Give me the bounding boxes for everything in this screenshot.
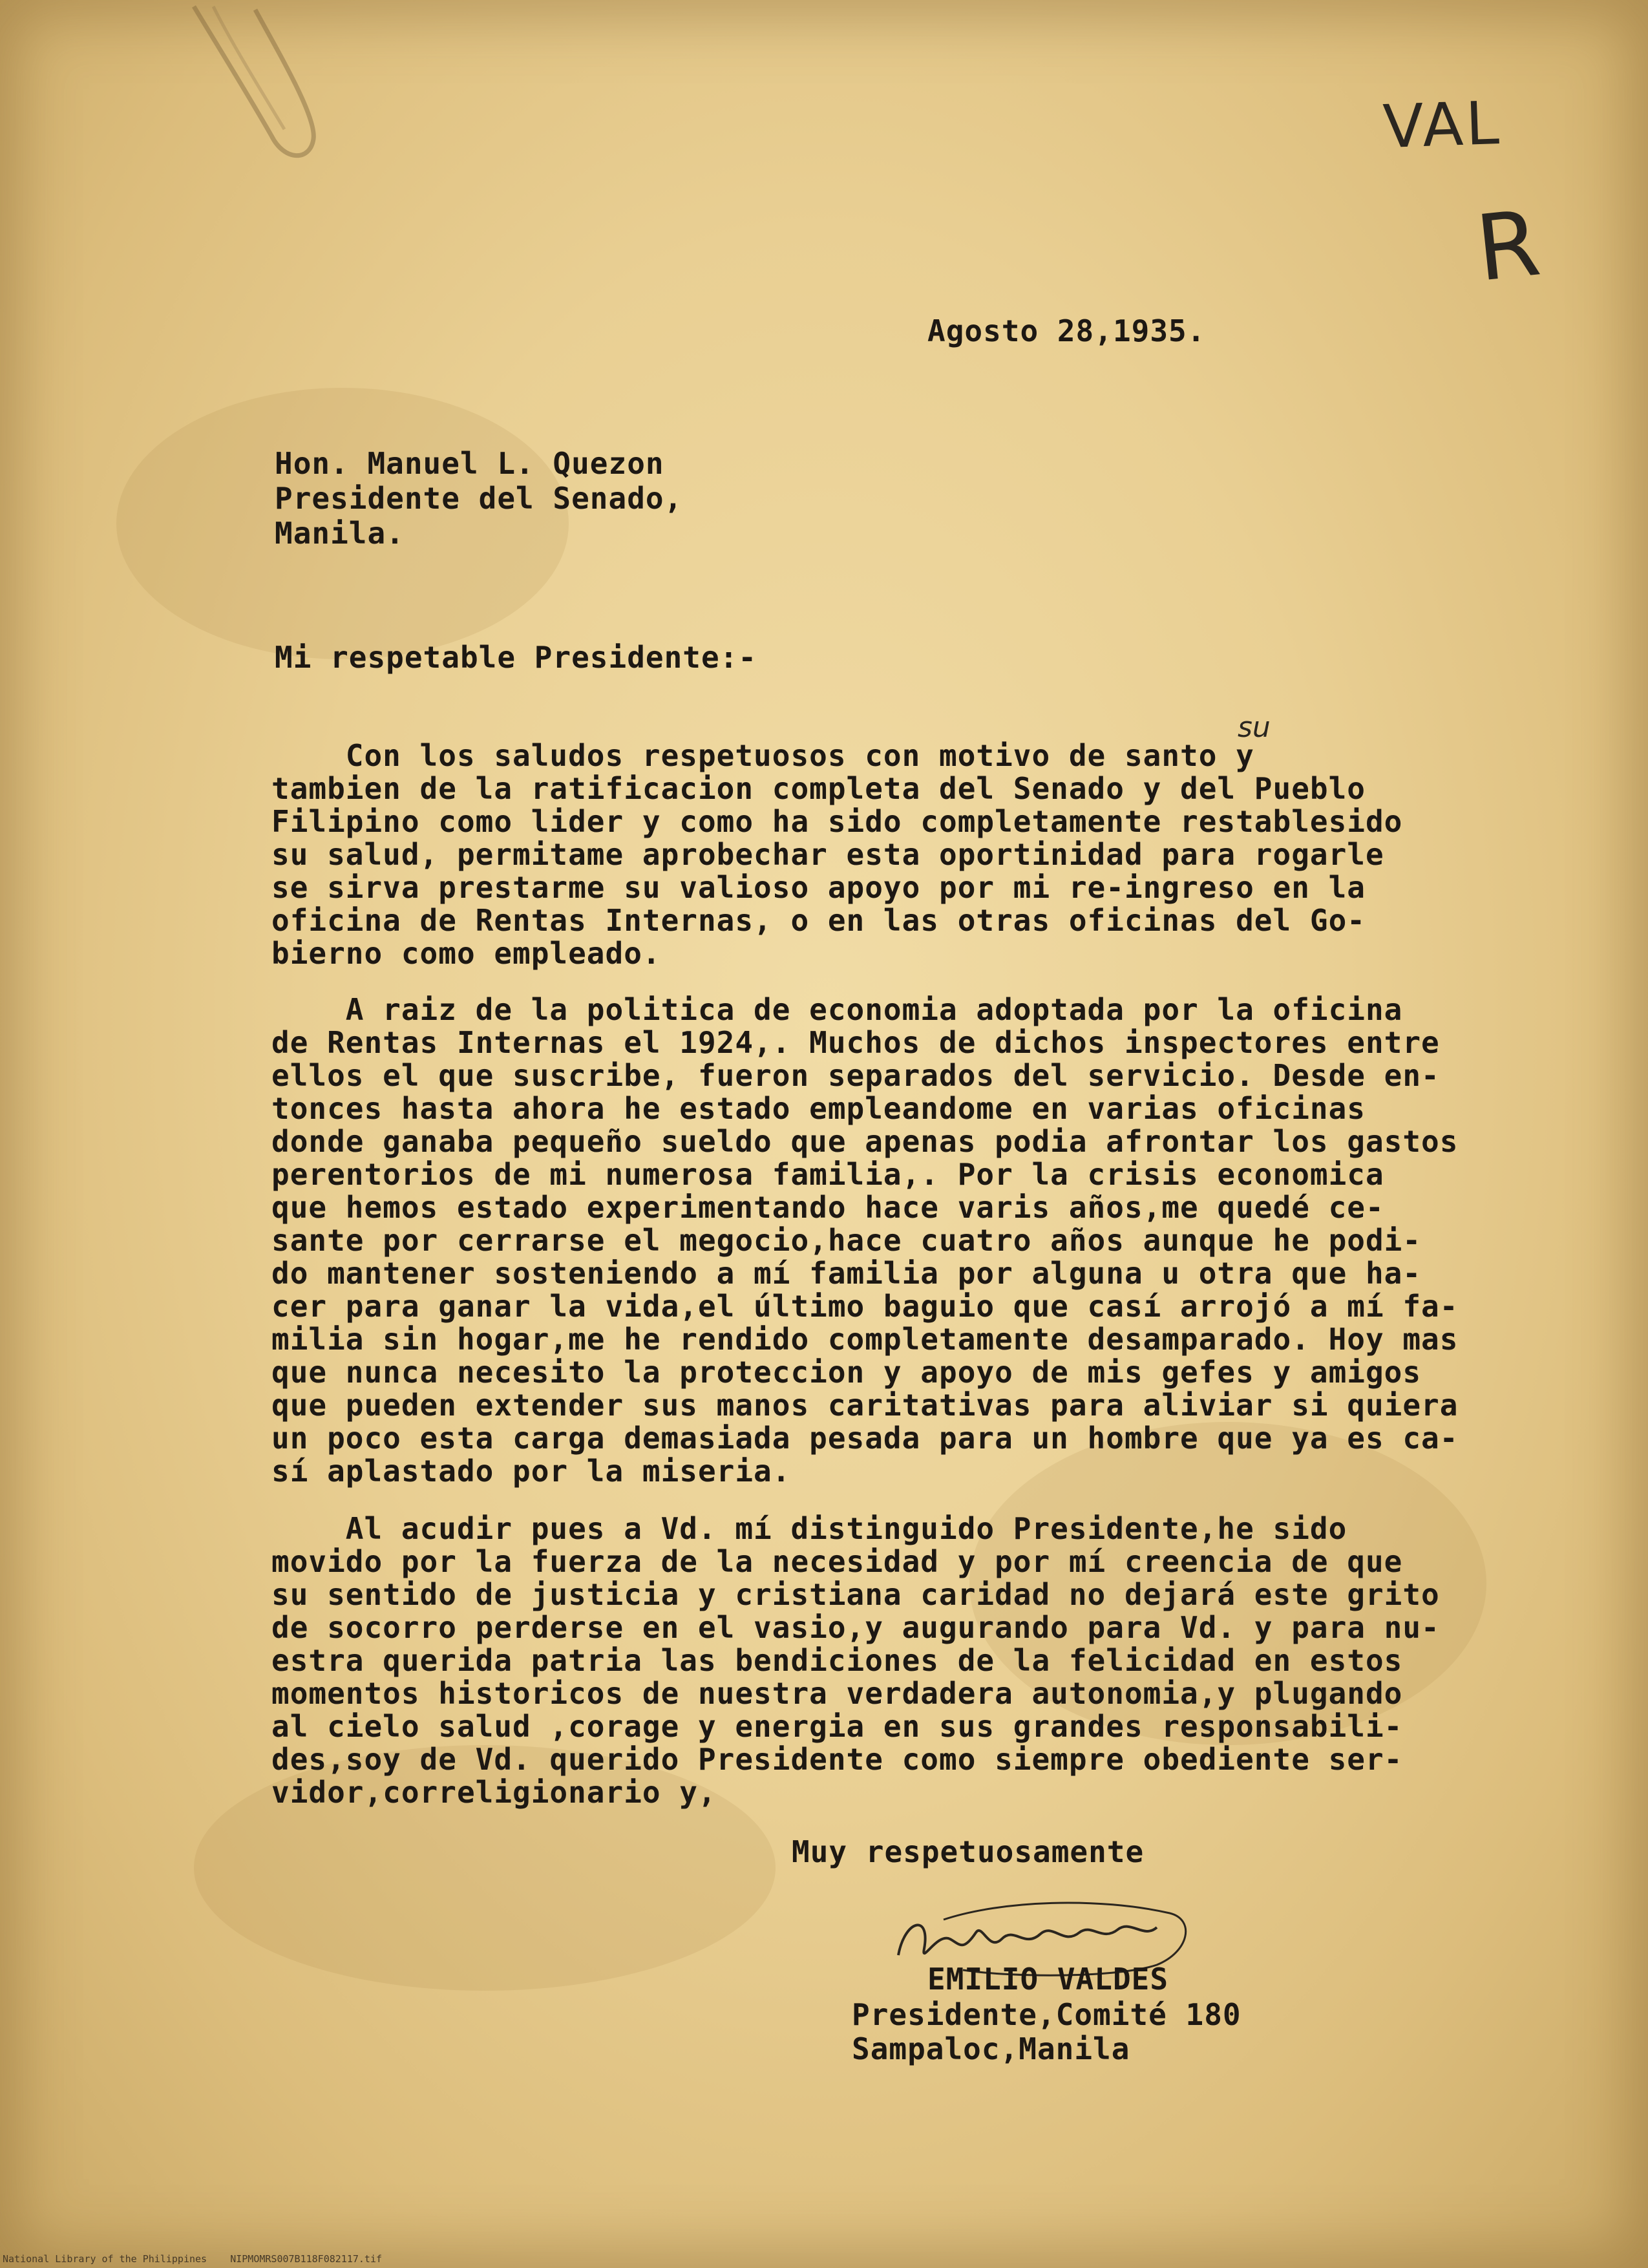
salutation: Mi respetable Presidente:-	[275, 640, 757, 675]
paragraph-line: que hemos estado experimentando hace varis años,me quedé ce-	[271, 1190, 1384, 1225]
paragraph-line: bierno como empleado.	[271, 936, 661, 971]
paper-clip-icon	[0, 0, 336, 194]
paragraph-line: un poco esta carga demasiada pesada para un hombre que ya es ca-	[271, 1421, 1459, 1456]
paragraph-line: oficina de Rentas Internas, o en las otras oficinas del Go-	[271, 903, 1366, 938]
paragraph-line: des,soy de Vd. querido Presidente como siempre obediente ser-	[271, 1742, 1403, 1777]
paragraph-line: ellos el que suscribe, fueron separados del servicio. Desde en-	[271, 1058, 1440, 1093]
paragraph-line: Al acudir pues a Vd. mí distinguido Presidente,he sido	[271, 1511, 1347, 1546]
paragraph-line: tonces hasta ahora he estado empleandome en varias oficinas	[271, 1091, 1366, 1126]
signatory-title: Presidente,Comité 180	[852, 1997, 1241, 2032]
paragraph-line: vidor,correligionario y,	[271, 1775, 717, 1810]
paragraph-line: que pueden extender sus manos caritativas para aliviar si quiera	[271, 1388, 1459, 1423]
paragraph-line: cer para ganar la vida,el último baguio que casí arrojó a mí fa-	[271, 1289, 1459, 1324]
paragraph-line: tambien de la ratificacion completa del Senado y del Pueblo	[271, 771, 1366, 806]
val-mark: VAL	[1382, 88, 1503, 162]
paragraph-line: Con los saludos respetuosos con motivo de santo y	[271, 738, 1254, 773]
paragraph-line: estra querida patria las bendiciones de la felicidad en estos	[271, 1643, 1403, 1678]
paragraph-line: su sentido de justicia y cristiana caridad no dejará este grito	[271, 1577, 1440, 1612]
recipient-line: Hon. Manuel L. Quezon	[275, 446, 664, 481]
paragraph-line: momentos historicos de nuestra verdadera autonomia,y plugando	[271, 1676, 1403, 1711]
letter-date: Agosto 28,1935.	[927, 313, 1206, 348]
paragraph-line: al cielo salud ,corage y energia en sus grandes responsabili-	[271, 1709, 1403, 1744]
paragraph-line: movido por la fuerza de la necesidad y por mí creencia de que	[271, 1544, 1403, 1579]
paragraph-line: se sirva prestarme su valioso apoyo por mi re-ingreso en la	[271, 870, 1366, 905]
paragraph-line: A raiz de la politica de economia adoptada por la oficina	[271, 992, 1403, 1027]
paragraph-line: que nunca necesito la proteccion y apoyo de mis gefes y amigos	[271, 1355, 1422, 1390]
paragraph-line: sí aplastado por la miseria.	[271, 1454, 791, 1489]
r-mark: R	[1471, 191, 1545, 302]
recipient-line: Presidente del Senado,	[275, 481, 683, 516]
paragraph-line: Filipino como lider y como ha sido completamente restablesido	[271, 804, 1403, 839]
caret-insertion: su	[1238, 711, 1271, 744]
recipient-line: Manila.	[275, 516, 405, 551]
closing: Muy respetuosamente	[792, 1834, 1145, 1869]
paragraph-line: de Rentas Internas el 1924,. Muchos de dichos inspectores entre	[271, 1025, 1440, 1060]
archive-footer: National Library of the Philippines NIPMOMRS007B118F082117.tif	[3, 2253, 382, 2265]
paragraph-line: milia sin hogar,me he rendido completamente desamparado. Hoy mas	[271, 1322, 1459, 1357]
paragraph-line: de socorro perderse en el vasio,y augurando para Vd. y para nu-	[271, 1610, 1440, 1645]
signatory-address: Sampaloc,Manila	[852, 2031, 1130, 2066]
paragraph-line: do mantener sosteniendo a mí familia por alguna u otra que ha-	[271, 1256, 1422, 1291]
signatory-name: EMILIO VALDES	[927, 1962, 1169, 1997]
paragraph-line: perentorios de mi numerosa familia,. Por la crisis economica	[271, 1157, 1384, 1192]
paragraph-line: su salud, permitame aprobechar esta oportinidad para rogarle	[271, 837, 1384, 872]
paragraph-line: sante por cerrarse el megocio,hace cuatro años aunque he podi-	[271, 1223, 1422, 1258]
paragraph-line: donde ganaba pequeño sueldo que apenas podia afrontar los gastos	[271, 1124, 1459, 1159]
